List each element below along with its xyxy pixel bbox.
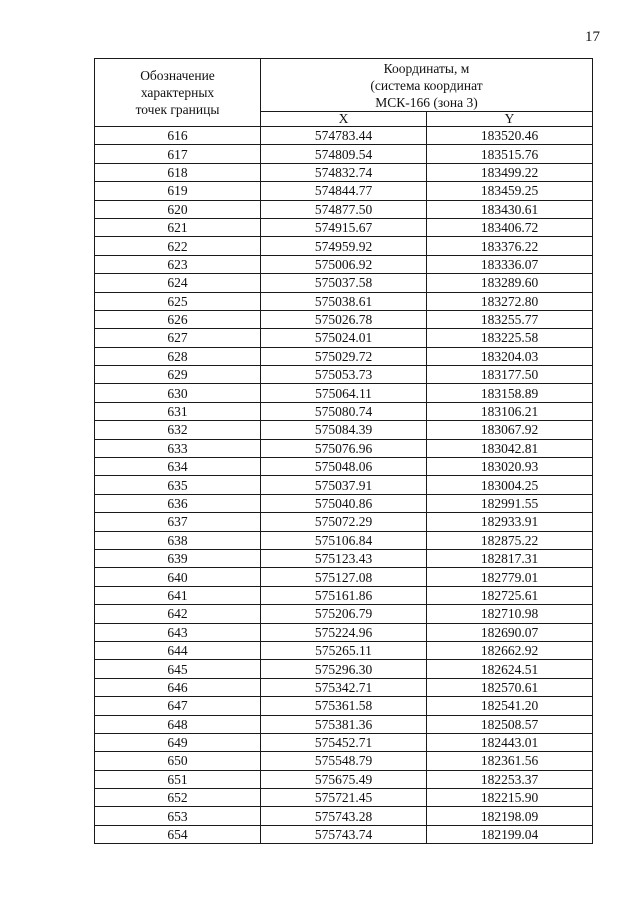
x-coordinate-cell: 575053.73: [261, 366, 427, 384]
table-row: [95, 421, 593, 439]
table-row: [95, 439, 593, 457]
point-id-cell: 641: [95, 586, 261, 604]
y-coordinate-cell: 183020.93: [427, 458, 593, 476]
table-row: [95, 605, 593, 623]
y-coordinate-cell: 182725.61: [427, 586, 593, 604]
point-id-cell: 646: [95, 678, 261, 696]
table-row: [95, 641, 593, 659]
x-coordinate-cell: 575743.74: [261, 825, 427, 843]
x-coordinate-cell: 575206.79: [261, 605, 427, 623]
y-coordinate-cell: 183067.92: [427, 421, 593, 439]
y-coordinate-cell: 183177.50: [427, 366, 593, 384]
coords-header-line-3: МСК-166 (зона 3): [375, 94, 478, 110]
table-row: [95, 770, 593, 788]
x-coordinate-cell: 575265.11: [261, 641, 427, 659]
table-row: [95, 825, 593, 843]
point-id-cell: 625: [95, 292, 261, 310]
x-coordinate-cell: 575076.96: [261, 439, 427, 457]
y-coordinate-cell: 182215.90: [427, 789, 593, 807]
point-id-cell: 620: [95, 200, 261, 218]
y-coordinate-cell: 182253.37: [427, 770, 593, 788]
x-coordinate-cell: 575342.71: [261, 678, 427, 696]
point-id-cell: 643: [95, 623, 261, 641]
point-id-cell: 616: [95, 127, 261, 145]
point-id-cell: 650: [95, 752, 261, 770]
table-body: [95, 127, 593, 844]
y-coordinate-cell: 183272.80: [427, 292, 593, 310]
point-id-cell: 623: [95, 255, 261, 273]
point-id-cell: 649: [95, 733, 261, 751]
point-id-cell: 645: [95, 660, 261, 678]
y-coordinate-cell: 182508.57: [427, 715, 593, 733]
point-id-cell: 630: [95, 384, 261, 402]
point-header-line-1: Обозначение: [140, 68, 215, 83]
x-coordinate-cell: 575064.11: [261, 384, 427, 402]
x-coordinate-cell: 575029.72: [261, 347, 427, 365]
y-coordinate-cell: 183376.22: [427, 237, 593, 255]
table-row: [95, 678, 593, 696]
x-coordinate-cell: 575127.08: [261, 568, 427, 586]
y-coordinate-cell: 183042.81: [427, 439, 593, 457]
y-column-header: Y: [427, 112, 593, 127]
table-row: [95, 329, 593, 347]
y-coordinate-cell: 183336.07: [427, 255, 593, 273]
point-designation-header: [95, 59, 261, 127]
table-row: [95, 494, 593, 512]
table-row: [95, 660, 593, 678]
point-id-cell: 633: [95, 439, 261, 457]
table-row: [95, 458, 593, 476]
table-row: [95, 586, 593, 604]
x-coordinate-cell: 575038.61: [261, 292, 427, 310]
x-coordinate-cell: 575080.74: [261, 402, 427, 420]
table-row: [95, 145, 593, 163]
x-coordinate-cell: 574877.50: [261, 200, 427, 218]
y-coordinate-cell: 182991.55: [427, 494, 593, 512]
table-row: [95, 218, 593, 236]
point-id-cell: 637: [95, 513, 261, 531]
coords-header-line-2: (система координат: [370, 77, 483, 93]
x-coordinate-cell: 575548.79: [261, 752, 427, 770]
point-id-cell: 618: [95, 163, 261, 181]
x-coordinate-cell: 575675.49: [261, 770, 427, 788]
table-row: [95, 127, 593, 145]
y-coordinate-cell: 183204.03: [427, 347, 593, 365]
table-row: [95, 752, 593, 770]
page-number: 17: [585, 29, 600, 45]
point-id-cell: 635: [95, 476, 261, 494]
y-coordinate-cell: 183459.25: [427, 182, 593, 200]
y-coordinate-cell: 182624.51: [427, 660, 593, 678]
y-coordinate-cell: 182933.91: [427, 513, 593, 531]
x-coordinate-cell: 575037.58: [261, 274, 427, 292]
x-coordinate-cell: 575721.45: [261, 789, 427, 807]
y-coordinate-cell: 182690.07: [427, 623, 593, 641]
y-coordinate-cell: 183106.21: [427, 402, 593, 420]
y-coordinate-cell: 183430.61: [427, 200, 593, 218]
table-row: [95, 347, 593, 365]
x-coordinate-cell: 575296.30: [261, 660, 427, 678]
table-row: [95, 789, 593, 807]
coords-header-line-1: Координаты, м: [383, 60, 470, 76]
point-id-cell: 654: [95, 825, 261, 843]
point-id-cell: 652: [95, 789, 261, 807]
header-row-top: [95, 59, 593, 112]
y-coordinate-cell: 182199.04: [427, 825, 593, 843]
table-row: [95, 366, 593, 384]
x-coordinate-cell: 574809.54: [261, 145, 427, 163]
point-id-cell: 653: [95, 807, 261, 825]
table-row: [95, 182, 593, 200]
y-coordinate-cell: 182875.22: [427, 531, 593, 549]
point-id-cell: 626: [95, 310, 261, 328]
point-id-cell: 622: [95, 237, 261, 255]
y-coordinate-cell: 183406.72: [427, 218, 593, 236]
point-id-cell: 647: [95, 697, 261, 715]
point-id-cell: 634: [95, 458, 261, 476]
table-row: [95, 200, 593, 218]
x-coordinate-cell: 575743.28: [261, 807, 427, 825]
point-id-cell: 636: [95, 494, 261, 512]
x-coordinate-cell: 575361.58: [261, 697, 427, 715]
x-coordinate-cell: 575452.71: [261, 733, 427, 751]
y-coordinate-cell: 183225.58: [427, 329, 593, 347]
point-id-cell: 632: [95, 421, 261, 439]
x-coordinate-cell: 575106.84: [261, 531, 427, 549]
table-header: [95, 59, 593, 127]
point-id-cell: 627: [95, 329, 261, 347]
y-coordinate-cell: 183255.77: [427, 310, 593, 328]
table-row: [95, 163, 593, 181]
x-coordinate-cell: 575224.96: [261, 623, 427, 641]
table-row: [95, 697, 593, 715]
point-id-cell: 621: [95, 218, 261, 236]
y-coordinate-cell: 182570.61: [427, 678, 593, 696]
x-coordinate-cell: 575123.43: [261, 549, 427, 567]
table-row: [95, 310, 593, 328]
table-row: [95, 549, 593, 567]
table-row: [95, 255, 593, 273]
y-coordinate-cell: 183004.25: [427, 476, 593, 494]
y-coordinate-cell: 183158.89: [427, 384, 593, 402]
point-id-cell: 631: [95, 402, 261, 420]
x-column-header: X: [261, 112, 427, 127]
point-id-cell: 629: [95, 366, 261, 384]
x-coordinate-cell: 574783.44: [261, 127, 427, 145]
x-coordinate-cell: 575072.29: [261, 513, 427, 531]
point-header-line-3: точек границы: [135, 102, 220, 117]
point-header-line-2: характерных: [140, 85, 215, 100]
y-coordinate-cell: 183515.76: [427, 145, 593, 163]
point-id-cell: 644: [95, 641, 261, 659]
x-coordinate-cell: 574844.77: [261, 182, 427, 200]
y-coordinate-cell: 182779.01: [427, 568, 593, 586]
y-coordinate-cell: 183499.22: [427, 163, 593, 181]
coordinates-table: [94, 58, 593, 844]
point-id-cell: 642: [95, 605, 261, 623]
y-coordinate-cell: 182662.92: [427, 641, 593, 659]
point-id-cell: 648: [95, 715, 261, 733]
table-row: [95, 568, 593, 586]
x-coordinate-cell: 575161.86: [261, 586, 427, 604]
table-row: [95, 733, 593, 751]
point-id-cell: 617: [95, 145, 261, 163]
x-coordinate-cell: 575084.39: [261, 421, 427, 439]
point-id-cell: 639: [95, 549, 261, 567]
table-row: [95, 715, 593, 733]
table-row: [95, 402, 593, 420]
x-coordinate-cell: 575037.91: [261, 476, 427, 494]
x-coordinate-cell: 574832.74: [261, 163, 427, 181]
table-row: [95, 531, 593, 549]
x-coordinate-cell: 575024.01: [261, 329, 427, 347]
table-row: [95, 274, 593, 292]
x-coordinate-cell: 575381.36: [261, 715, 427, 733]
table-row: [95, 384, 593, 402]
table-row: [95, 807, 593, 825]
x-coordinate-cell: 575006.92: [261, 255, 427, 273]
point-id-cell: 638: [95, 531, 261, 549]
table-row: [95, 513, 593, 531]
table-row: [95, 476, 593, 494]
x-coordinate-cell: 574959.92: [261, 237, 427, 255]
x-coordinate-cell: 575040.86: [261, 494, 427, 512]
point-id-cell: 628: [95, 347, 261, 365]
y-coordinate-cell: 182710.98: [427, 605, 593, 623]
table-row: [95, 237, 593, 255]
y-coordinate-cell: 182443.01: [427, 733, 593, 751]
point-id-cell: 651: [95, 770, 261, 788]
x-coordinate-cell: 575026.78: [261, 310, 427, 328]
y-coordinate-cell: 182541.20: [427, 697, 593, 715]
y-coordinate-cell: 182361.56: [427, 752, 593, 770]
point-id-cell: 619: [95, 182, 261, 200]
coordinates-header: [261, 59, 593, 112]
y-coordinate-cell: 182817.31: [427, 549, 593, 567]
y-coordinate-cell: 183289.60: [427, 274, 593, 292]
point-id-cell: 640: [95, 568, 261, 586]
table-row: [95, 623, 593, 641]
table-row: [95, 292, 593, 310]
x-coordinate-cell: 575048.06: [261, 458, 427, 476]
y-coordinate-cell: 182198.09: [427, 807, 593, 825]
x-coordinate-cell: 574915.67: [261, 218, 427, 236]
point-id-cell: 624: [95, 274, 261, 292]
y-coordinate-cell: 183520.46: [427, 127, 593, 145]
